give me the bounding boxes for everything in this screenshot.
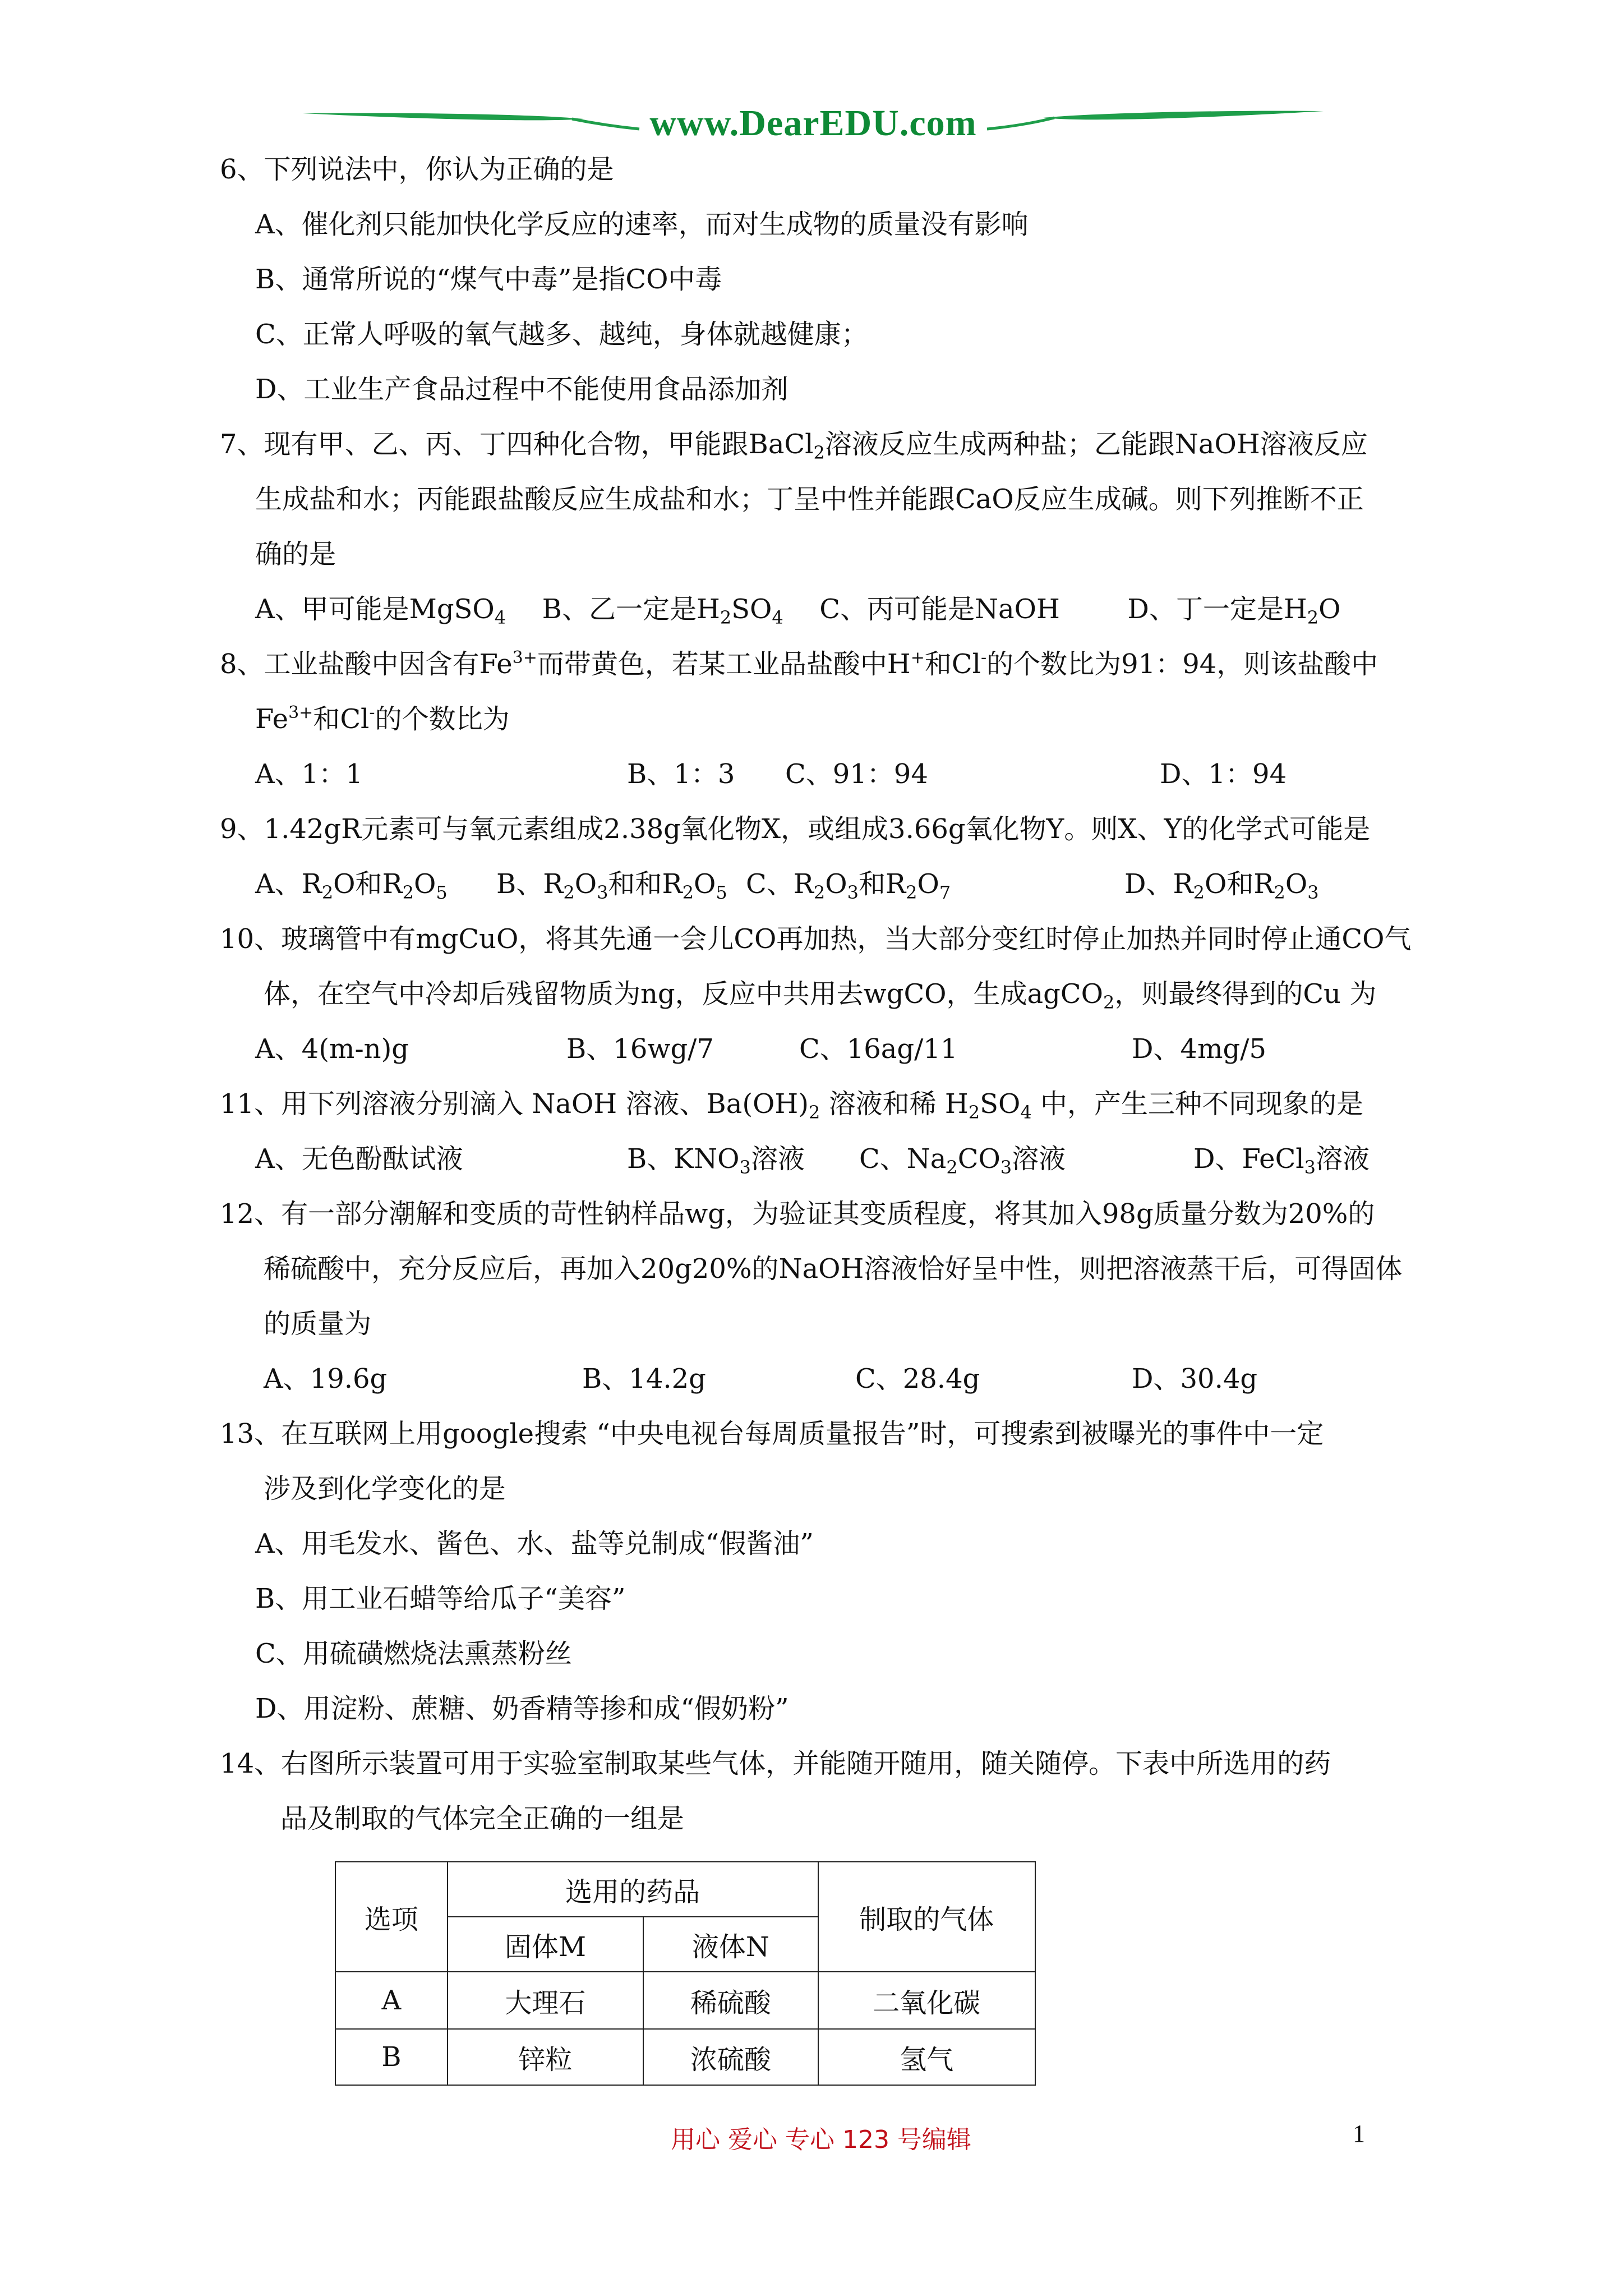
q11-option-a: A、无色酚酞试液 bbox=[255, 1143, 463, 1175]
header-liquid: 液体N bbox=[643, 1917, 818, 1972]
header-gas: 制取的气体 bbox=[818, 1862, 1035, 1972]
q6-option-a: A、催化剂只能加快化学反应的速率，而对生成物的质量没有影响 bbox=[255, 209, 1029, 240]
q7-option-d: D、丁一定是$H_2O$ bbox=[1127, 593, 1341, 628]
q12-stem-line2: 稀硫酸中，充分反应后，再加入20g20%的NaOH溶液恰好呈中性，则把溶液蒸干后，可得固体 bbox=[264, 1253, 1403, 1285]
q12-stem-line3: 的质量为 bbox=[264, 1308, 372, 1340]
q8-option-c: C、91：94 bbox=[785, 758, 928, 790]
q7-stem-line3: 确的是 bbox=[255, 539, 336, 570]
q10-option-c: C、16ag/11 bbox=[799, 1033, 958, 1065]
q11-option-c: C、$Na_2CO_3$溶液 bbox=[859, 1143, 1066, 1178]
q9-option-c: C、$R_2O_3$和$R_2O_7$ bbox=[746, 868, 951, 903]
q8-option-a: A、1：1 bbox=[255, 758, 363, 790]
header-reagents: 选用的药品 bbox=[448, 1862, 818, 1917]
q7-stem-line2: 生成盐和水；丙能跟盐酸反应生成盐和水；丁呈中性并能跟CaO反应生成碱。则下列推断不正 bbox=[255, 484, 1364, 515]
cell-liquid: 浓硫酸 bbox=[643, 2029, 818, 2085]
table-row bbox=[335, 2029, 1035, 2085]
q6-stem: 6、下列说法中，你认为正确的是 bbox=[220, 154, 614, 185]
q13-option-b: B、用工业石蜡等给瓜子“美容” bbox=[255, 1583, 626, 1614]
q13-stem-line1: 13、在互联网上用google搜索 “中央电视台每周质量报告”时，可搜索到被曝光的事件中一定 bbox=[220, 1418, 1324, 1450]
cell-option: A bbox=[335, 1972, 448, 2029]
q13-stem-line2: 涉及到化学变化的是 bbox=[264, 1473, 506, 1504]
table-row bbox=[335, 1972, 1035, 2029]
footer-credit: 用心 爱心 专心 123 号编辑 bbox=[671, 2125, 971, 2154]
page-number: 1 bbox=[1353, 2120, 1365, 2147]
q7-stem-line1: 7、现有甲、乙、丙、丁四种化合物，甲能跟BaCl$_2$溶液反应生成两种盐；乙能跟NaOH溶液反应 bbox=[220, 429, 1368, 463]
q7-option-c: C、丙可能是NaOH bbox=[819, 593, 1060, 625]
cell-solid: 大理石 bbox=[448, 1972, 643, 2029]
q11-option-d: D、FeCl$_3$溶液 bbox=[1193, 1143, 1370, 1178]
reagent-table bbox=[335, 1861, 1036, 2086]
q13-option-c: C、用硫磺燃烧法熏蒸粉丝 bbox=[255, 1638, 572, 1669]
q9-option-d: D、$R_2O$和$R_2O_3$ bbox=[1124, 868, 1319, 903]
q14-stem-line2: 品及制取的气体完全正确的一组是 bbox=[280, 1803, 685, 1834]
site-logo-text[interactable]: www.DearEDU.com bbox=[649, 103, 977, 144]
q12-option-d: D、30.4g bbox=[1132, 1363, 1258, 1395]
q10-stem-line1: 10、玻璃管中有mgCuO，将其先通一会儿CO再加热，当大部分变红时停止加热并同时停止通CO气 bbox=[220, 923, 1412, 955]
cell-gas: 二氧化碳 bbox=[818, 1972, 1035, 2029]
q6-option-d: D、工业生产食品过程中不能使用食品添加剂 bbox=[255, 374, 789, 405]
q9-stem: 9、1.42gR元素可与氧元素组成2.38g氧化物X，或组成3.66g氧化物Y。则X、Y的化学式可能是 bbox=[220, 813, 1371, 845]
q12-option-c: C、28.4g bbox=[855, 1363, 980, 1395]
q8-option-d: D、1：94 bbox=[1160, 758, 1287, 790]
cell-gas: 氢气 bbox=[818, 2029, 1035, 2085]
q9-option-a: A、$R_2O$和$R_2O_5$ bbox=[255, 868, 448, 903]
q12-option-a: A、19.6g bbox=[264, 1363, 388, 1395]
q7-option-a: A、甲可能是MgSO$_4$ bbox=[255, 593, 506, 628]
q9-option-b: B、$R_2O_3$和和$R_2O_5$ bbox=[496, 868, 727, 903]
header-solid: 固体M bbox=[448, 1917, 643, 1972]
q7-options bbox=[255, 592, 1340, 626]
q11-option-b: B、$KNO_3$溶液 bbox=[627, 1143, 805, 1178]
q6-option-c: C、正常人呼吸的氧气越多、越纯，身体就越健康； bbox=[255, 319, 868, 350]
q10-option-a: A、4(m-n)g bbox=[255, 1033, 409, 1065]
q13-option-a: A、用毛发水、酱色、水、盐等兑制成“假酱油” bbox=[255, 1528, 814, 1559]
q8-stem-line2: $Fe^{3+}$和Cl-的个数比为 bbox=[255, 703, 510, 735]
q10-stem-line2: 体，在空气中冷却后残留物质为ng，反应中共用去wgCO，生成agCO$_2$，则最终得到的Cu 为 bbox=[264, 978, 1377, 1013]
q13-option-d: D、用淀粉、蔗糖、奶香精等掺和成“假奶粉” bbox=[255, 1693, 789, 1724]
cell-liquid: 稀硫酸 bbox=[643, 1972, 818, 2029]
cell-option: B bbox=[335, 2029, 448, 2085]
cell-solid: 锌粒 bbox=[448, 2029, 643, 2085]
q10-option-b: B、16wg/7 bbox=[566, 1033, 714, 1065]
site-header bbox=[303, 90, 1324, 151]
q11-stem: 11、用下列溶液分别滴入 NaOH 溶液、$Ba(OH)_2$ 溶液和稀 $H_2SO_4$ 中，产生三种不同现象的是 bbox=[220, 1088, 1363, 1123]
q8-option-b: B、1：3 bbox=[627, 758, 735, 790]
header-option: 选项 bbox=[335, 1862, 448, 1972]
q8-stem-line1: 8、工业盐酸中因含有$Fe^{3+}$而带黄色，若某工业品盐酸中H+和Cl-的个数比为91：94，则该盐酸中 bbox=[220, 648, 1378, 680]
q10-option-d: D、4mg/5 bbox=[1132, 1033, 1266, 1065]
q12-stem-line1: 12、有一部分潮解和变质的苛性钠样品wg，为验证其变质程度，将其加入98g质量分数为20%的 bbox=[220, 1198, 1375, 1230]
q14-stem-line1: 14、右图所示装置可用于实验室制取某些气体，并能随开随用，随关随停。下表中所选用的药 bbox=[220, 1748, 1331, 1779]
q12-option-b: B、14.2g bbox=[582, 1363, 706, 1395]
q6-option-b: B、通常所说的“煤气中毒”是指CO中毒 bbox=[255, 264, 722, 295]
q7-option-b: B、乙一定是$H_2SO_4$ bbox=[542, 593, 783, 628]
